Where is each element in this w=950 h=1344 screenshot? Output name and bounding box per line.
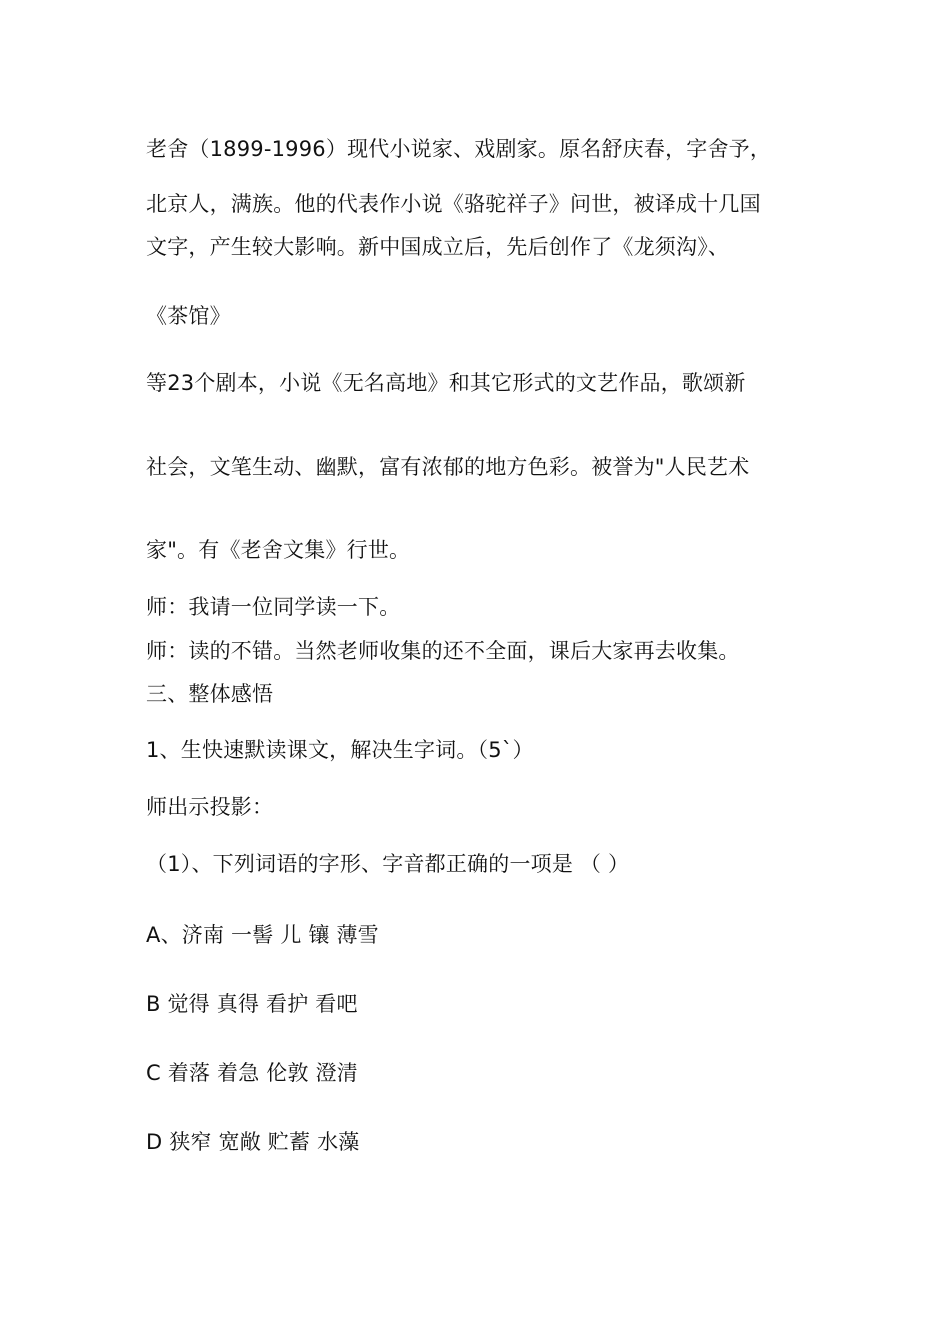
bio-line-7: 家"。有《老舍文集》行世。 <box>146 538 411 562</box>
bio-line-5: 等23个剧本，小说《无名高地》和其它形式的文艺作品，歌颂新 <box>146 371 746 395</box>
task-1: 1、生快速默读课文，解决生字词。（5`） <box>146 738 534 762</box>
option-b: B 觉得 真得 看护 看吧 <box>146 992 358 1016</box>
bio-line-6: 社会，文笔生动、幽默，富有浓郁的地方色彩。被誉为"人民艺术 <box>146 455 750 479</box>
projection-intro: 师出示投影： <box>146 795 274 819</box>
bio-line-2: 北京人，满族。他的代表作小说《骆驼祥子》问世，被译成十几国 <box>146 192 761 216</box>
teacher-line-1: 师：我请一位同学读一下。 <box>146 595 401 619</box>
option-c: C 着落 着急 伦敦 澄清 <box>146 1061 358 1085</box>
option-d: D 狭窄 宽敞 贮蓄 水藻 <box>146 1130 360 1154</box>
section-heading: 三、整体感悟 <box>146 682 274 706</box>
bio-line-1: 老舍（1899-1996）现代小说家、戏剧家。原名舒庆春，字舍予， <box>146 137 772 161</box>
option-a: A、济南 一髻 儿 镶 薄雪 <box>146 923 379 947</box>
question-1: （1）、下列词语的字形、字音都正确的一项是 （ ） <box>146 852 630 876</box>
bio-line-3: 文字，产生较大影响。新中国成立后，先后创作了《龙须沟》、 <box>146 235 730 259</box>
bio-line-4: 《茶馆》 <box>146 304 231 328</box>
teacher-line-2: 师：读的不错。当然老师收集的还不全面，课后大家再去收集。 <box>146 639 740 663</box>
